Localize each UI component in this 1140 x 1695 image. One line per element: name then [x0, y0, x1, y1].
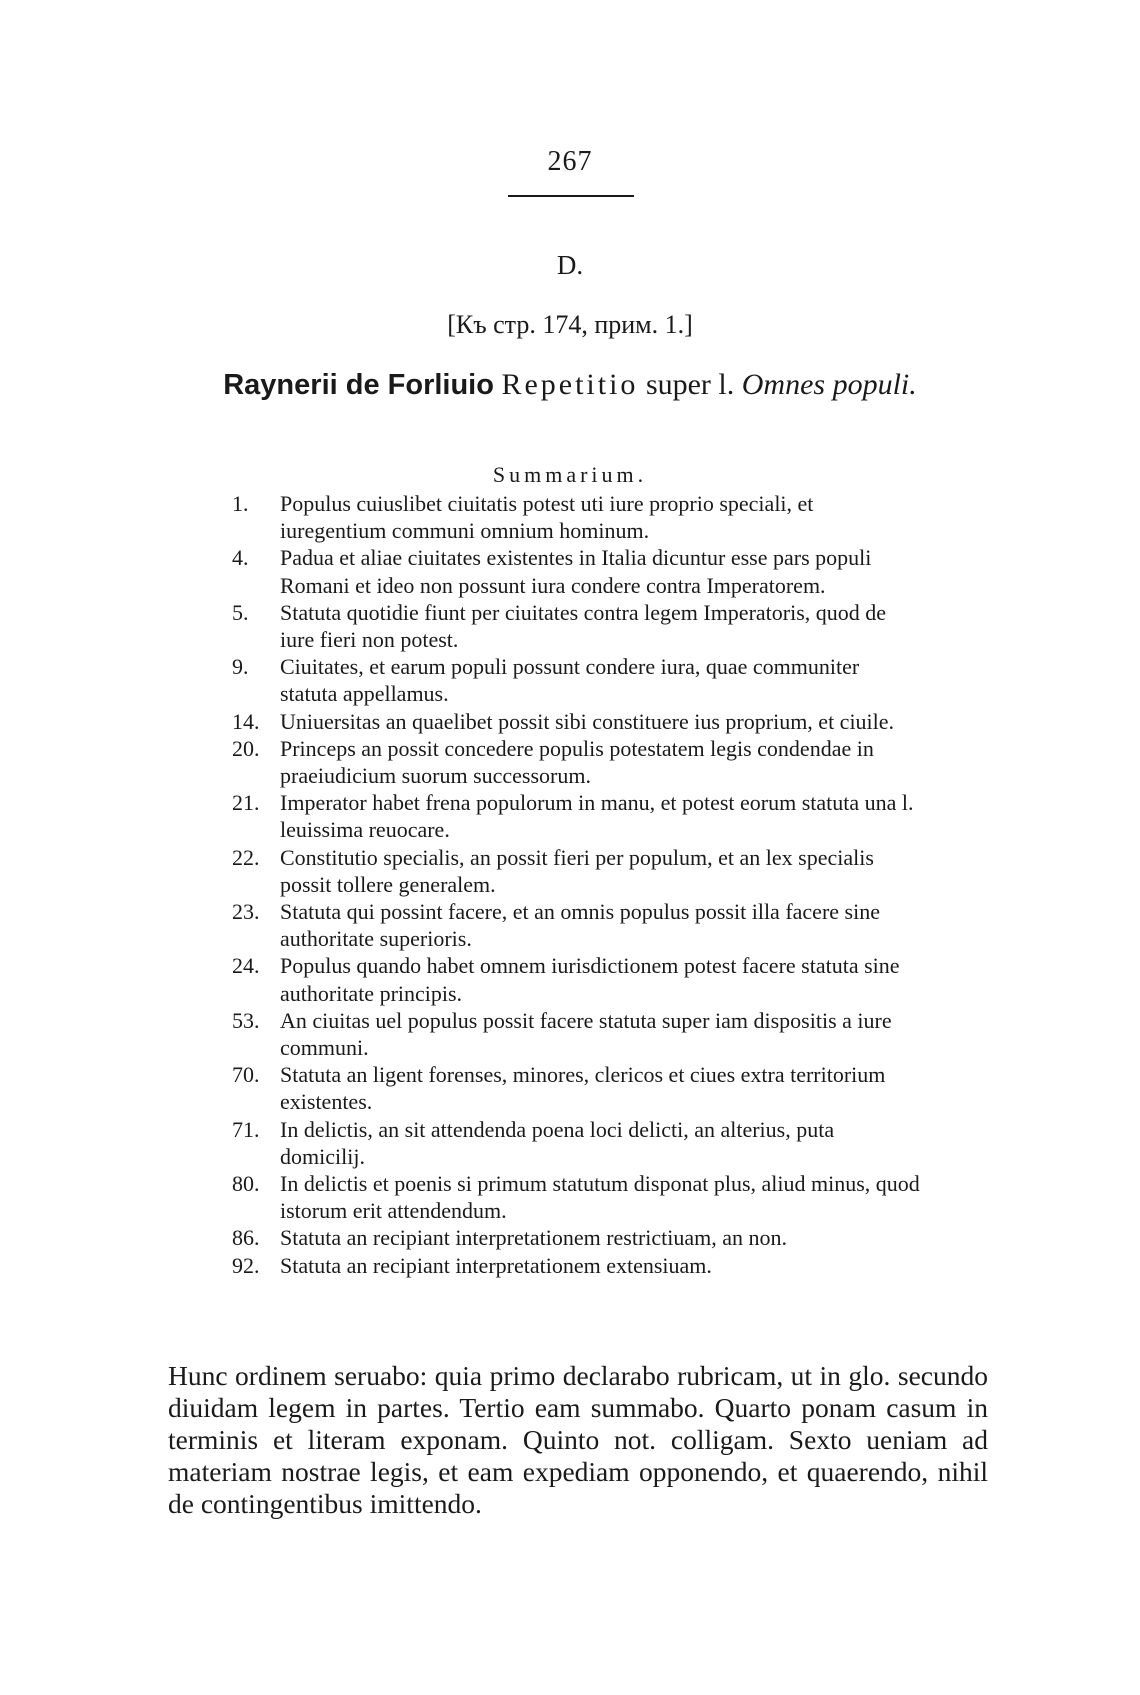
summary-item — [220, 653, 920, 707]
summary-item — [220, 1224, 920, 1251]
summary-item-text: Statuta quotidie fiunt per ciuitates contra legem Imperatoris, quod de iure fieri non potest. — [280, 599, 887, 653]
summary-item — [220, 708, 920, 735]
summary-item-text: In delictis, an sit attendenda poena loci delicti, an alterius, puta domicilij. — [280, 1116, 835, 1169]
summary-item-number: 92. — [232, 1252, 260, 1278]
summary-item-number: 4. — [232, 545, 249, 571]
summary-item-text: In delictis et poenis si primum statutum disponat plus, aliud minus, quod istorum erit attendendum. — [280, 1171, 920, 1224]
summary-item — [220, 789, 920, 843]
summary-item — [220, 952, 920, 1006]
title-author: Raynerii de Forliuio — [223, 369, 494, 401]
title-law: Omnes populi. — [741, 368, 917, 401]
summary-item-number: 24. — [232, 953, 260, 979]
title-work: Repetitio — [501, 368, 639, 401]
summary-item-text: Statuta qui possint facere, et an omnis populus possit illa facere sine authoritate superioris. — [280, 899, 880, 952]
document-title — [150, 368, 990, 402]
summary-item — [220, 1007, 920, 1061]
summary-item-text: An ciuitas uel populus possit facere statuta super iam dispositis a iure communi. — [280, 1007, 892, 1061]
summary-item-text: Populus quando habet omnem iurisdictionem potest facere statuta sine authoritate principis. — [280, 953, 900, 1006]
summary-item — [220, 898, 920, 952]
summary-item-text: Statuta an recipiant interpretationem extensiuam. — [280, 1252, 712, 1278]
summary-item — [220, 490, 920, 544]
summary-item — [220, 844, 920, 898]
summary-item-number: 5. — [232, 599, 249, 625]
summary-item-text: Uniuersitas an quaelibet possit sibi constituere ius proprium, et ciuile. — [280, 708, 895, 734]
summary-item — [220, 1170, 920, 1224]
summary-item-text: Padua et aliae ciuitates existentes in Italia dicuntur esse pars populi Romani et ideo non possunt iura condere contra Imperatorem. — [280, 545, 872, 598]
body-paragraph: Hunc ordinem seruabo: quia primo declarabo rubricam, ut in glo. secundo diuidam legem in partes. Tertio eam summabo. Quarto ponam casum in terminis et literam exponam. Quinto not. colligam. Sexto ueniam ad materiam nostrae legis, et eam expediam opponendo, et quaerendo, nihil de contingentibus imittendo. — [168, 1360, 988, 1519]
summary-item-number: 53. — [232, 1007, 260, 1033]
summary-item-number: 23. — [232, 899, 260, 925]
summary-item-text: Ciuitates, et earum populi possunt condere iura, quae communiter statuta appellamus. — [280, 654, 860, 707]
summary-item — [220, 735, 920, 789]
summary-item-number: 20. — [232, 735, 260, 761]
summary-item-number: 9. — [232, 654, 249, 680]
summary-item-text: Constitutio specialis, an possit fieri per populum, et an lex specialis possit tollere generalem. — [280, 844, 874, 897]
summary-item-text: Populus cuiuslibet ciuitatis potest uti iure proprio speciali, et iuregentium communi omnium hominum. — [280, 491, 814, 544]
page-number-rule — [508, 195, 634, 197]
summary-item-number: 86. — [232, 1225, 260, 1251]
summary-item-number: 80. — [232, 1171, 260, 1197]
page-number: 267 — [547, 146, 593, 177]
summary-heading: Summarium. — [492, 462, 648, 487]
summary-item — [220, 544, 920, 598]
summary-item-text: Imperator habet frena populorum in manu, et potest eorum statuta una l. leuissima reuocare. — [280, 790, 914, 843]
summary-item — [220, 1061, 920, 1115]
summary-item-text: Statuta an recipiant interpretationem restrictiuam, an non. — [280, 1225, 788, 1251]
summary-item — [220, 1116, 920, 1170]
appendix-letter: D. — [556, 250, 584, 280]
summary-item-text: Princeps an possit concedere populis potestatem legis condendae in praeiudicium suorum successorum. — [280, 735, 874, 789]
summary-item-number: 70. — [232, 1062, 260, 1088]
summary-item-number: 22. — [232, 844, 260, 870]
summary-item-number: 1. — [232, 491, 249, 516]
summary-item — [220, 1252, 920, 1279]
summary-item — [220, 599, 920, 653]
title-connector: super l. — [645, 368, 735, 401]
summary-list — [220, 490, 920, 1279]
summary-item-number: 71. — [232, 1116, 260, 1142]
reference-note: [Къ стр. 174, прим. 1.] — [447, 310, 693, 339]
summary-item-text: Statuta an ligent forenses, minores, clericos et ciues extra territorium existentes. — [280, 1062, 886, 1115]
summary-item-number: 21. — [232, 790, 260, 816]
summary-item-number: 14. — [232, 708, 260, 734]
